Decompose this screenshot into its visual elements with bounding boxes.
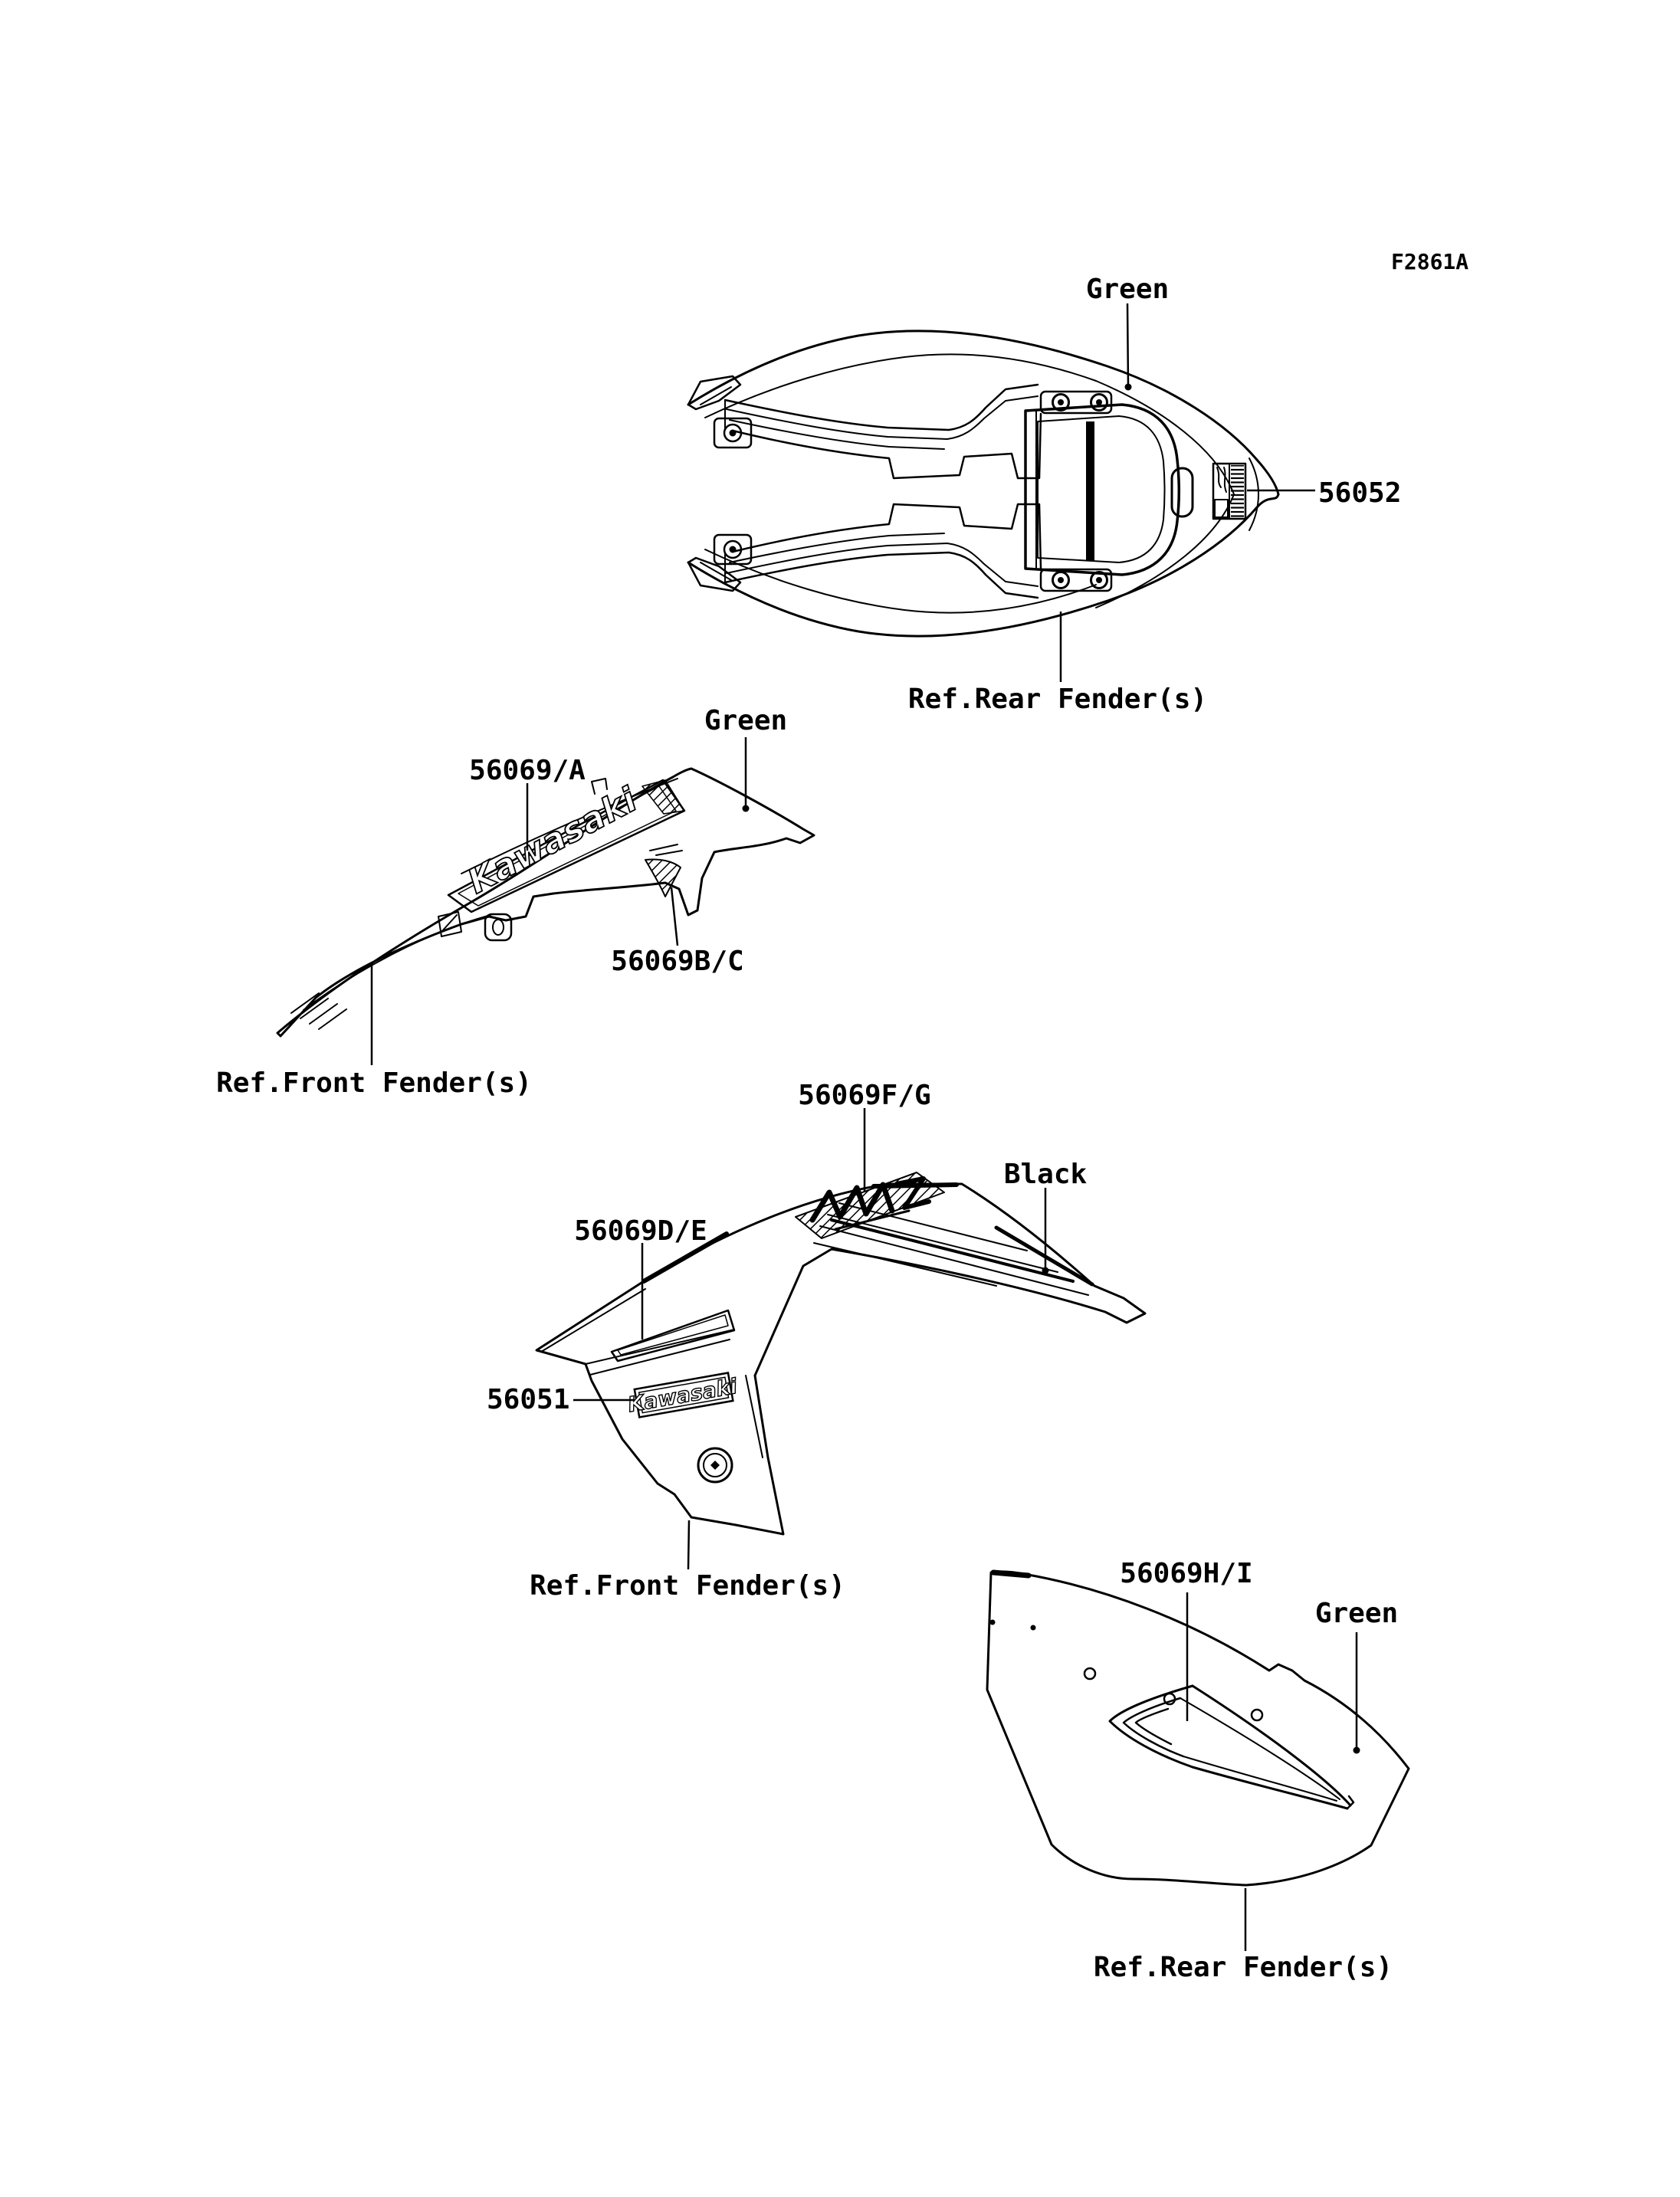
part-label-56052: 56052: [1318, 477, 1402, 509]
part-label-56069a: 56069/A: [469, 755, 586, 786]
color-callout-front-fender-shroud: Black: [1003, 1159, 1088, 1190]
part-label-56069fg: 56069F/G: [798, 1080, 931, 1111]
kawasaki-decal-text-blade: Kawasaki: [461, 779, 645, 902]
color-callout-rear-fender-side: Green: [1314, 1598, 1399, 1629]
front-fender-blade-drawing: [277, 769, 814, 1036]
kawasaki-decal-text-shroud: Kawasaki: [626, 1374, 740, 1418]
part-label-56051: 56051: [487, 1384, 570, 1415]
figure-code: F2861A: [1391, 249, 1469, 274]
caption-rear-fender-side: Ref.Rear Fender(s): [1093, 1952, 1393, 1983]
caption-front-fender-blade: Ref.Front Fender(s): [216, 1067, 532, 1099]
color-callout-rear-fender-top: Green: [1085, 274, 1170, 305]
rear-fender-top-view-drawing: [688, 331, 1278, 636]
part-label-56069de: 56069D/E: [574, 1215, 707, 1247]
decal-56069hi: [1110, 1686, 1354, 1808]
caption-rear-fender-top: Ref.Rear Fender(s): [907, 684, 1208, 715]
caption-front-fender-shroud: Ref.Front Fender(s): [530, 1570, 845, 1602]
part-label-56069bc: 56069B/C: [611, 946, 744, 977]
leader-lines: [372, 303, 1360, 1951]
decal-56052: [1213, 464, 1245, 519]
color-callout-front-fender-blade: Green: [704, 705, 788, 736]
part-label-56069hi: 56069H/I: [1120, 1558, 1253, 1589]
